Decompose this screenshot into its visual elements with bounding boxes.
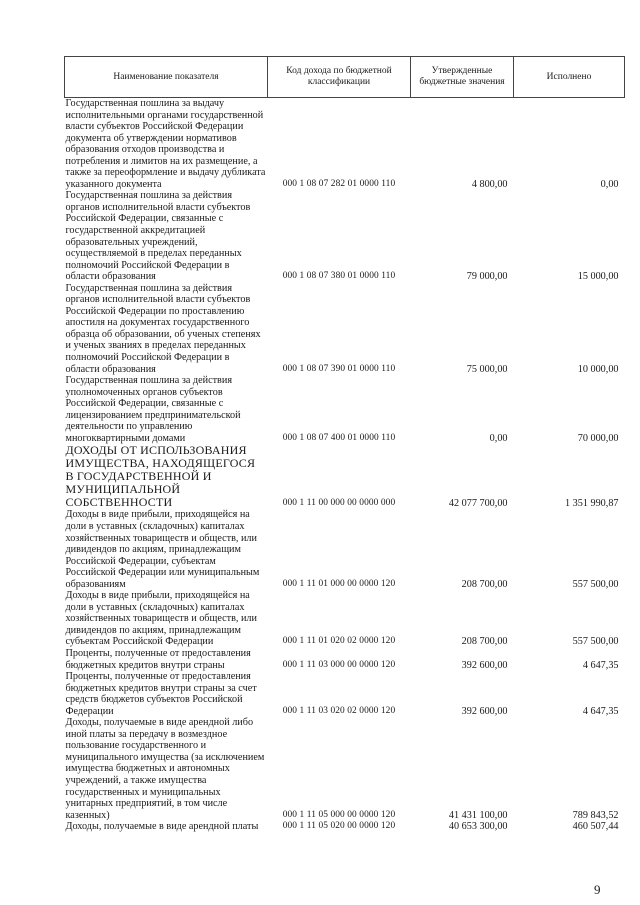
row-name: Проценты, полученные от предоставления бюджетных кредитов внутри страны за счет средств бюджетов субъектов Российской Федерации bbox=[65, 671, 257, 717]
header-indicator-name: Наименование показателя bbox=[65, 57, 268, 98]
table-row bbox=[65, 590, 625, 648]
table-row bbox=[65, 648, 625, 671]
row-approved: 42 077 700,00 bbox=[448, 497, 508, 509]
table-row bbox=[65, 444, 625, 509]
row-executed: 557 500,00 bbox=[572, 578, 619, 590]
row-code: 000 1 11 03 020 02 0000 120 bbox=[282, 705, 396, 716]
row-approved: 79 000,00 bbox=[466, 271, 508, 283]
row-code: 000 1 08 07 390 01 0000 110 bbox=[282, 363, 396, 374]
table-row bbox=[65, 717, 625, 821]
header-revenue-code: Код дохода по бюджетной классификации bbox=[268, 57, 411, 98]
row-executed: 10 000,00 bbox=[577, 363, 619, 375]
row-approved: 392 600,00 bbox=[461, 705, 508, 717]
row-code: 000 1 11 01 000 00 0000 120 bbox=[282, 578, 396, 589]
row-approved: 4 800,00 bbox=[471, 178, 508, 190]
table-row bbox=[65, 283, 625, 375]
row-name: Проценты, полученные от предоставления бюджетных кредитов внутри страны bbox=[65, 647, 251, 671]
row-code: 000 1 08 07 400 01 0000 110 bbox=[282, 432, 396, 443]
row-name: Доходы в виде прибыли, приходящейся на доли в уставных (складочных) капиталах хозяйственных товариществ и обществ, или дивидендов по акциям, принадлежащим Российской Федерации, субъектам Российской Федерации или муниципальным образованиям bbox=[65, 509, 260, 590]
row-executed: 1 351 990,87 bbox=[565, 497, 619, 509]
row-executed: 460 507,44 bbox=[572, 821, 619, 833]
table-row bbox=[65, 671, 625, 717]
row-approved: 41 431 100,00 bbox=[448, 809, 508, 821]
row-approved: 208 700,00 bbox=[461, 578, 508, 590]
row-code: 000 1 11 05 000 00 0000 120 bbox=[282, 809, 396, 820]
row-name: Государственная пошлина за действия уполномоченных органов субъектов Российской Федерации, связанные с лицензированием предпринимательской деятельности по управлению многоквартирными домами bbox=[65, 375, 241, 444]
row-name: Государственная пошлина за выдачу исполнительными органами государственной власти субъектов Российской Федерации документа об утверждении нормативов образования отходов производства и потребления и лимитов на их размещение, а также за переоформление и выдачу дубликата указанного документа bbox=[65, 98, 266, 190]
row-approved: 208 700,00 bbox=[461, 636, 508, 648]
table-row bbox=[65, 190, 625, 282]
row-approved: 40 653 300,00 bbox=[448, 821, 508, 833]
table-header bbox=[65, 57, 625, 98]
row-name: Доходы, получаемые в виде арендной либо иной платы за передачу в возмездное пользование государственного и муниципального имущества (за исключением имущества бюджетных и автономных учреждений, а также имущества государственных и муниципальных унитарных предприятий, в том числе казенных) bbox=[65, 717, 265, 821]
row-executed: 789 843,52 bbox=[572, 809, 619, 821]
row-code: 000 1 11 01 020 02 0000 120 bbox=[282, 636, 396, 647]
row-executed: 4 647,35 bbox=[582, 705, 619, 717]
row-code: 000 1 11 00 000 00 0000 000 bbox=[282, 497, 396, 508]
row-name: ДОХОДЫ ОТ ИСПОЛЬЗОВАНИЯ ИМУЩЕСТВА, НАХОДЯЩЕГОСЯ В ГОСУДАРСТВЕННОЙ И МУНИЦИПАЛЬНОЙ СОБСТВЕННОСТИ bbox=[65, 443, 256, 510]
row-name: Доходы в виде прибыли, приходящейся на доли в уставных (складочных) капиталах хозяйственных товариществ и обществ, или дивидендов по акциям, принадлежащим субъектам Российской Федерации bbox=[65, 590, 257, 648]
header-executed: Исполнено bbox=[514, 57, 625, 98]
row-executed: 15 000,00 bbox=[577, 271, 619, 283]
page-number: 9 bbox=[594, 882, 601, 897]
row-name: Доходы, получаемые в виде арендной платы bbox=[65, 821, 259, 833]
row-approved: 75 000,00 bbox=[466, 363, 508, 375]
revenue-table bbox=[64, 56, 625, 833]
table-row bbox=[65, 98, 625, 191]
row-executed: 557 500,00 bbox=[572, 636, 619, 648]
table-row bbox=[65, 375, 625, 444]
row-code: 000 1 08 07 282 01 0000 110 bbox=[282, 178, 396, 189]
row-approved: 392 600,00 bbox=[461, 659, 508, 671]
row-approved: 0,00 bbox=[489, 432, 508, 444]
row-executed: 0,00 bbox=[600, 178, 619, 190]
table-body bbox=[65, 98, 625, 833]
row-code: 000 1 08 07 380 01 0000 110 bbox=[282, 271, 396, 282]
row-code: 000 1 11 03 000 00 0000 120 bbox=[282, 659, 396, 670]
row-executed: 4 647,35 bbox=[582, 659, 619, 671]
row-name: Государственная пошлина за действия органов исполнительной власти субъектов Российской Федерации по проставлению апостиля на документах государственного образца об образовании, об ученых степенях и ученых званиях в пределах переданных полномочий Российской Федерации в области образования bbox=[65, 282, 261, 375]
header-approved-values: Утвержденные бюджетные значения bbox=[411, 57, 514, 98]
table-row bbox=[65, 509, 625, 590]
table-row bbox=[65, 821, 625, 833]
row-name: Государственная пошлина за действия органов исполнительной власти субъектов Российской Федерации, связанные с государственной аккредитацией образовательных учреждений, осуществляемой в пределах переданных полномочий Российской Федерации в области образования bbox=[65, 190, 251, 283]
row-code: 000 1 11 05 020 00 0000 120 bbox=[282, 821, 396, 832]
row-executed: 70 000,00 bbox=[577, 432, 619, 444]
